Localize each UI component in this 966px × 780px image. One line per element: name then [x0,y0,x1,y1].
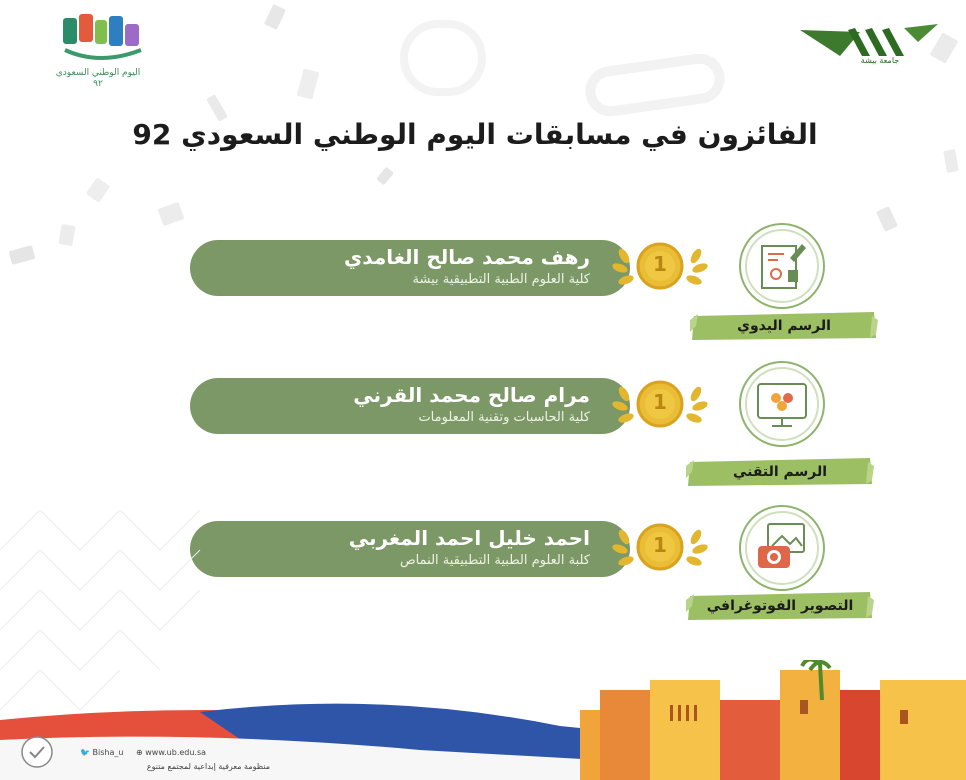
national-day-logo-text: اليوم الوطني السعودي ٩٢ [55,68,141,89]
medal-rank: 1 [653,252,667,276]
winner-name: مرام صالح محمد القرني [353,383,590,407]
social-handle[interactable]: Bisha_u [92,748,124,757]
category-label [690,310,878,342]
winner-college: كلية الحاسبات وتقنية المعلومات [418,410,590,425]
winner-college: كلبة العلوم الطبية التطبيقية النماص [399,553,590,568]
category-label [686,456,874,488]
globe-icon: ⊕ [135,748,143,757]
gold-medal-icon [612,238,708,298]
winner-college: كلية العلوم الطبية التطبيقية بيشة [412,272,590,287]
university-logo-text: جامعة بيشة [860,56,900,65]
category-text: الرسم التقني [732,464,828,480]
medal-rank: 1 [653,533,667,557]
palette-drawing-icon [718,220,844,324]
triangle-pattern [0,510,230,710]
footer-tagline: منظومة معرفية إبداعية لمجتمع متنوع [146,762,270,771]
gold-medal-icon [612,519,708,579]
website-link[interactable]: www.ub.edu.sa [145,748,207,757]
monitor-design-icon [718,358,844,462]
category-label [686,590,874,622]
winner-card [190,378,630,434]
winner-card [190,240,630,296]
winner-card [190,521,630,577]
footer-contact [80,748,206,757]
gold-medal-icon [612,376,708,436]
twitter-icon: 🐦 [80,748,90,757]
winner-name: احمد خليل احمد المغربي [348,526,590,550]
heritage-town-illustration [580,660,966,780]
national-day-logo [45,10,155,90]
footer-badge-icon [20,735,54,773]
page-title: الفائزون في مسابقات اليوم الوطني السعودي 92 [132,118,818,151]
medal-rank: 1 [653,390,667,414]
category-text: التصوير الفوتوغرافي [706,598,854,614]
category-text: الرسم اليدوي [737,318,831,334]
winner-name: رهف محمد صالح الغامدي [343,245,590,269]
university-logo [800,22,940,72]
